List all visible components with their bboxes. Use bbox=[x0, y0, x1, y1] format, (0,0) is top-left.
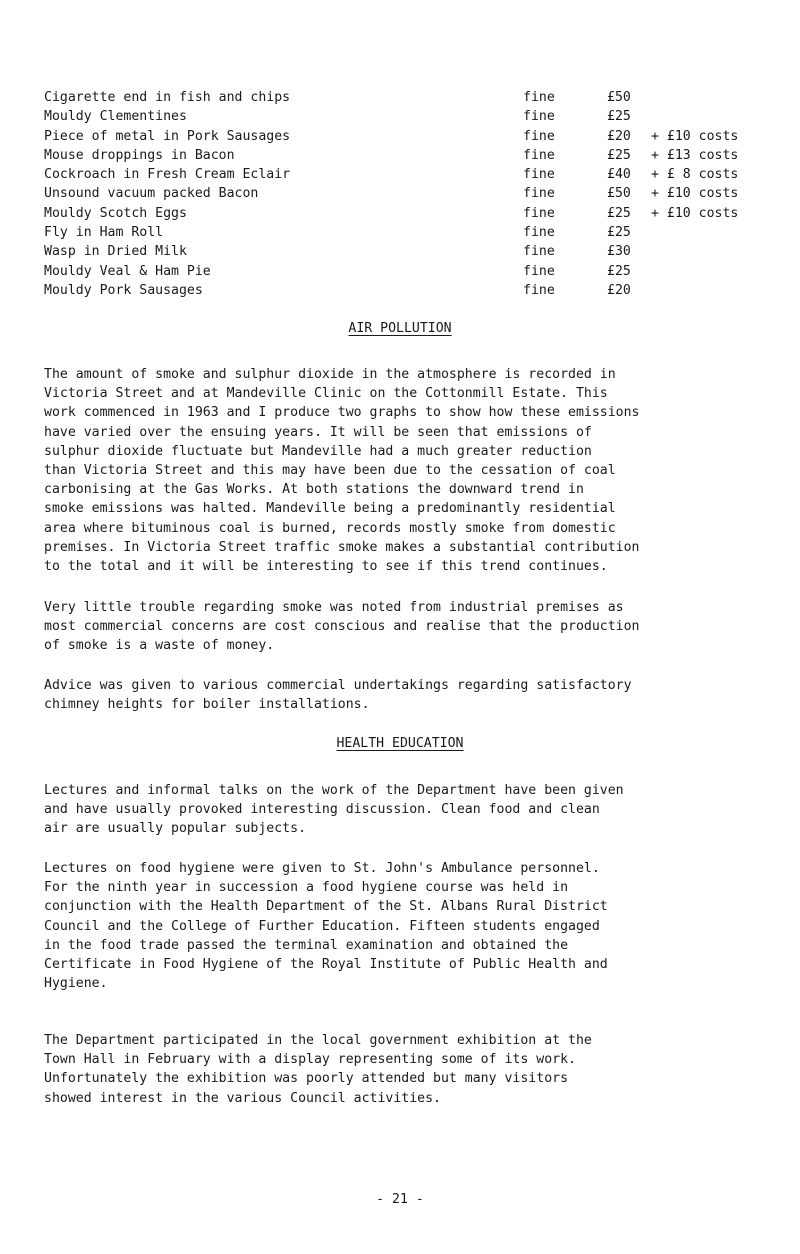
fine-offence: Unsound vacuum packed Bacon bbox=[44, 186, 259, 202]
fine-row bbox=[44, 165, 764, 184]
fine-row bbox=[44, 107, 764, 126]
fine-result: fine bbox=[523, 128, 555, 144]
fine-amount: £25 bbox=[607, 225, 631, 241]
fines-table bbox=[44, 88, 764, 300]
fine-result: fine bbox=[523, 109, 555, 125]
fine-amount: £50 bbox=[607, 186, 631, 202]
fine-offence: Fly in Ham Roll bbox=[44, 225, 164, 241]
fine-result: fine bbox=[523, 282, 555, 298]
fine-offence: Mouse droppings in Bacon bbox=[44, 147, 235, 163]
fine-row bbox=[44, 223, 764, 242]
fine-row bbox=[44, 204, 764, 223]
fine-offence: Mouldy Scotch Eggs bbox=[44, 205, 187, 221]
fine-offence: Cigarette end in fish and chips bbox=[44, 90, 291, 105]
fine-row bbox=[44, 146, 764, 165]
air-pollution-paragraph-3: Advice was given to various commercial undertakings regarding satisfactory chimney heights for boiler installations. bbox=[44, 678, 632, 713]
fine-amount: £25 bbox=[607, 147, 631, 163]
fine-row bbox=[44, 88, 764, 107]
health-education-heading: HEALTH EDUCATION bbox=[336, 736, 464, 751]
fine-row bbox=[44, 127, 764, 146]
fine-row bbox=[44, 281, 764, 300]
fine-amount: £40 bbox=[607, 167, 631, 183]
fine-amount: £30 bbox=[607, 244, 631, 260]
fine-costs: + £10 costs bbox=[651, 186, 739, 202]
fine-offence: Piece of metal in Pork Sausages bbox=[44, 128, 291, 144]
fine-result: fine bbox=[523, 167, 555, 183]
fine-amount: £20 bbox=[607, 128, 631, 144]
fine-result: fine bbox=[523, 147, 555, 163]
fine-result: fine bbox=[523, 186, 555, 202]
fine-amount: £25 bbox=[607, 109, 631, 125]
fine-offence: Cockroach in Fresh Cream Eclair bbox=[44, 167, 291, 183]
fine-row bbox=[44, 184, 764, 203]
fine-result: fine bbox=[523, 205, 555, 221]
fine-offence: Mouldy Pork Sausages bbox=[44, 282, 203, 298]
air-pollution-heading: AIR POLLUTION bbox=[348, 321, 452, 336]
fine-costs: + £13 costs bbox=[651, 147, 739, 163]
fine-offence: Wasp in Dried Milk bbox=[44, 244, 187, 260]
air-pollution-paragraph-2: Very little trouble regarding smoke was noted from industrial premises as most commercial concerns are cost conscious and realise that the production of smoke is a waste of money. bbox=[44, 600, 640, 654]
fine-amount: £50 bbox=[607, 90, 631, 105]
fine-result: fine bbox=[523, 225, 555, 241]
page-number: - 21 - bbox=[376, 1192, 424, 1207]
fine-costs: + £10 costs bbox=[651, 128, 739, 144]
fine-result: fine bbox=[523, 244, 555, 260]
health-education-paragraph-1: Lectures and informal talks on the work of the Department have been given and have usually provoked interesting discussion. Clean food and clean air are usually popular subjects. bbox=[44, 783, 624, 837]
fine-amount: £25 bbox=[607, 205, 631, 221]
fine-result: fine bbox=[523, 263, 555, 279]
fine-amount: £25 bbox=[607, 263, 631, 279]
health-education-paragraph-2: Lectures on food hygiene were given to St. John's Ambulance personnel. For the ninth year in succession a food hygiene course was held in conjunction with the Health Department of the St. Albans Rural District Council and the College of Further Education. Fifteen students engaged in the food trade passed the terminal examination and obtained the Certificate in Food Hygiene of the Royal Institute of Public Health and Hygiene. bbox=[44, 861, 608, 992]
fine-row bbox=[44, 242, 764, 261]
air-pollution-paragraph-1: The amount of smoke and sulphur dioxide in the atmosphere is recorded in Victoria Street and at Mandeville Clinic on the Cottonmill Estate. This work commenced in 1963 and I produce two graphs to show how these emissions have varied over the ensuing years. It will be seen that emissions of sulphur dioxide fluctuate but Mandeville had a much greater reduction than Victoria Street and this may have been due to the cessation of coal carbonising at the Gas Works. At both stations the downward trend in smoke emissions was halted. Mandeville being a predominantly residential area where bituminous coal is burned, records mostly smoke from domestic premises. In Victoria Street traffic smoke makes a substantial contribution to the total and it will be interesting to see if this trend continues. bbox=[44, 367, 640, 575]
fine-offence: Mouldy Clementines bbox=[44, 109, 187, 125]
health-education-paragraph-3: The Department participated in the local government exhibition at the Town Hall in February with a display representing some of its work. Unfortunately the exhibition was poorly attended but many visitors showed interest in the various Council activities. bbox=[44, 1033, 592, 1106]
fine-costs: + £10 costs bbox=[651, 205, 739, 221]
fine-costs: + £ 8 costs bbox=[651, 167, 739, 183]
fine-amount: £20 bbox=[607, 282, 631, 298]
fine-result: fine bbox=[523, 90, 555, 105]
fine-row bbox=[44, 262, 764, 281]
fine-offence: Mouldy Veal & Ham Pie bbox=[44, 263, 211, 279]
